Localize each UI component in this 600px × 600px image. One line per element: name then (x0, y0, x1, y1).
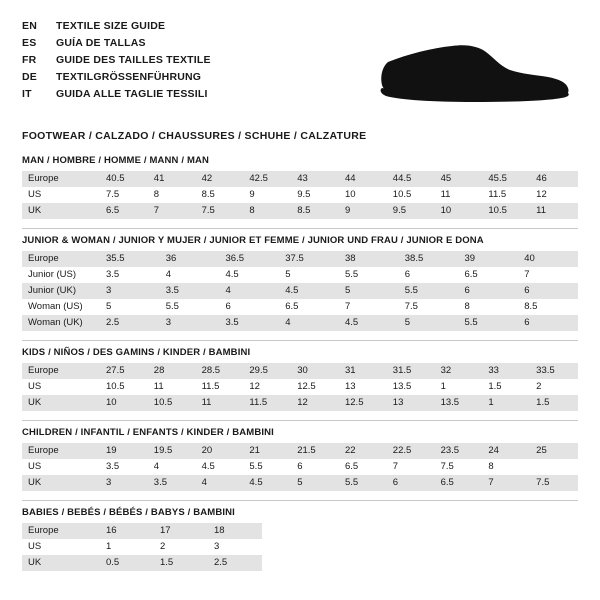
cell: 5 (100, 299, 160, 315)
cell: 7 (339, 299, 399, 315)
section-babies (22, 500, 578, 571)
row-label: Woman (UK) (22, 315, 100, 331)
cell: 3 (100, 283, 160, 299)
cell: 11 (196, 395, 244, 411)
cell: 6 (518, 283, 578, 299)
cell: 13.5 (387, 379, 435, 395)
cell: 10 (100, 395, 148, 411)
cell: 5 (339, 283, 399, 299)
cell: 37.5 (279, 251, 339, 267)
cell: 13.5 (435, 395, 483, 411)
lang-code-es: ES (22, 37, 37, 49)
cell: 7 (148, 203, 196, 219)
cell: 3 (208, 539, 262, 555)
cell: 7 (387, 459, 435, 475)
cell: 38 (339, 251, 399, 267)
cell: 5 (279, 267, 339, 283)
cell: 44 (339, 171, 387, 187)
cell: 3.5 (148, 475, 196, 491)
cell: 42.5 (243, 171, 291, 187)
cell: 11 (435, 187, 483, 203)
row-label: US (22, 459, 100, 475)
cell: 8 (459, 299, 519, 315)
page-subtitle: FOOTWEAR / CALZADO / CHAUSSURES / SCHUHE / CALZATURE (22, 130, 367, 142)
row-label: Europe (22, 363, 100, 379)
lang-text-en: TEXTILE SIZE GUIDE (56, 20, 166, 32)
lang-text-es: GUÍA DE TALLAS (56, 37, 146, 49)
cell: 30 (291, 363, 339, 379)
cell: 4.5 (279, 283, 339, 299)
cell: 22.5 (387, 443, 435, 459)
table-row (22, 523, 262, 539)
table-row (22, 171, 578, 187)
cell: 1 (482, 395, 530, 411)
cell: 11 (530, 203, 578, 219)
table-row (22, 539, 262, 555)
cell: 11 (148, 379, 196, 395)
section-man (22, 155, 578, 219)
cell: 11.5 (243, 395, 291, 411)
cell: 6 (459, 283, 519, 299)
cell: 6.5 (459, 267, 519, 283)
cell: 5.5 (339, 267, 399, 283)
cell: 5.5 (160, 299, 220, 315)
section-title-babies: BABIES / BEBÉS / BÉBÉS / BABYS / BAMBINI (22, 500, 578, 523)
cell: 4.5 (243, 475, 291, 491)
cell: 8 (148, 187, 196, 203)
cell: 5 (399, 315, 459, 331)
cell: 9.5 (291, 187, 339, 203)
cell: 4 (220, 283, 280, 299)
cell: 3 (100, 475, 148, 491)
cell: 45.5 (482, 171, 530, 187)
cell: 1 (435, 379, 483, 395)
cell: 2 (154, 539, 208, 555)
cell: 28 (148, 363, 196, 379)
lang-code-en: EN (22, 20, 37, 32)
lang-text-it: GUIDA ALLE TAGLIE TESSILI (56, 88, 208, 100)
dress-shoe-icon (374, 32, 574, 112)
cell: 20 (196, 443, 244, 459)
size-table-junior-woman (22, 251, 578, 331)
cell: 7 (482, 475, 530, 491)
cell: 10.5 (148, 395, 196, 411)
row-label: Europe (22, 251, 100, 267)
cell: 13 (387, 395, 435, 411)
cell: 11.5 (196, 379, 244, 395)
cell: 21 (243, 443, 291, 459)
section-kids (22, 340, 578, 411)
row-label: Europe (22, 443, 100, 459)
cell: 8 (482, 459, 530, 475)
cell: 4.5 (339, 315, 399, 331)
cell: 6 (518, 315, 578, 331)
row-label: Junior (US) (22, 267, 100, 283)
cell: 44.5 (387, 171, 435, 187)
cell: 12 (291, 395, 339, 411)
cell: 27.5 (100, 363, 148, 379)
cell: 31.5 (387, 363, 435, 379)
cell: 16 (100, 523, 154, 539)
cell: 10.5 (482, 203, 530, 219)
cell: 35.5 (100, 251, 160, 267)
lang-code-it: IT (22, 88, 32, 100)
cell: 12 (243, 379, 291, 395)
cell: 6.5 (279, 299, 339, 315)
cell: 1 (100, 539, 154, 555)
cell: 7 (518, 267, 578, 283)
cell: 17 (154, 523, 208, 539)
cell: 42 (196, 171, 244, 187)
cell: 9 (339, 203, 387, 219)
cell: 22 (339, 443, 387, 459)
cell: 10.5 (387, 187, 435, 203)
table-row (22, 555, 262, 571)
table-row (22, 315, 578, 331)
section-title-children: CHILDREN / INFANTIL / ENFANTS / KINDER / BAMBINI (22, 420, 578, 443)
cell: 43 (291, 171, 339, 187)
cell: 28.5 (196, 363, 244, 379)
table-row (22, 475, 578, 491)
cell: 1.5 (530, 395, 578, 411)
cell: 32 (435, 363, 483, 379)
cell: 10 (435, 203, 483, 219)
cell (530, 459, 578, 475)
cell: 25 (530, 443, 578, 459)
row-label: UK (22, 203, 100, 219)
cell: 4.5 (196, 459, 244, 475)
section-title-junior-woman: JUNIOR & WOMAN / JUNIOR Y MUJER / JUNIOR ET FEMME / JUNIOR UND FRAU / JUNIOR E DONA (22, 228, 578, 251)
cell: 7.5 (399, 299, 459, 315)
cell: 8.5 (291, 203, 339, 219)
cell: 36.5 (220, 251, 280, 267)
cell: 3.5 (160, 283, 220, 299)
cell: 1.5 (154, 555, 208, 571)
language-list (22, 18, 211, 102)
cell: 5 (291, 475, 339, 491)
row-label: UK (22, 395, 100, 411)
row-label: US (22, 539, 100, 555)
cell: 21.5 (291, 443, 339, 459)
row-label: Woman (US) (22, 299, 100, 315)
cell: 19.5 (148, 443, 196, 459)
cell: 18 (208, 523, 262, 539)
table-row (22, 251, 578, 267)
size-table-man (22, 171, 578, 219)
cell: 23.5 (435, 443, 483, 459)
cell: 6 (220, 299, 280, 315)
cell: 7.5 (196, 203, 244, 219)
cell: 6 (387, 475, 435, 491)
lang-text-fr: GUIDE DES TAILLES TEXTILE (56, 54, 211, 66)
section-children (22, 420, 578, 491)
cell: 4.5 (220, 267, 280, 283)
row-label: US (22, 379, 100, 395)
cell: 40 (518, 251, 578, 267)
cell: 45 (435, 171, 483, 187)
document-header (22, 18, 578, 112)
table-row (22, 267, 578, 283)
cell: 36 (160, 251, 220, 267)
row-label: Europe (22, 171, 100, 187)
cell: 19 (100, 443, 148, 459)
cell: 8.5 (196, 187, 244, 203)
row-label: Europe (22, 523, 100, 539)
cell: 12 (530, 187, 578, 203)
cell: 7.5 (530, 475, 578, 491)
cell: 3.5 (100, 459, 148, 475)
cell: 9 (243, 187, 291, 203)
cell: 6.5 (435, 475, 483, 491)
cell: 39 (459, 251, 519, 267)
cell: 8 (243, 203, 291, 219)
cell: 40.5 (100, 171, 148, 187)
table-row (22, 299, 578, 315)
lang-text-de: TEXTILGRÖSSENFÜHRUNG (56, 71, 202, 83)
cell: 4 (279, 315, 339, 331)
cell: 4 (148, 459, 196, 475)
cell: 29.5 (243, 363, 291, 379)
cell: 41 (148, 171, 196, 187)
section-title-kids: KIDS / NIÑOS / DES GAMINS / KINDER / BAMBINI (22, 340, 578, 363)
table-row (22, 443, 578, 459)
cell: 33 (482, 363, 530, 379)
cell: 11.5 (482, 187, 530, 203)
row-label: Junior (UK) (22, 283, 100, 299)
cell: 6.5 (339, 459, 387, 475)
cell: 5.5 (459, 315, 519, 331)
row-label: US (22, 187, 100, 203)
cell: 4 (160, 267, 220, 283)
cell: 5.5 (243, 459, 291, 475)
cell: 24 (482, 443, 530, 459)
size-table-children (22, 443, 578, 491)
size-table-kids (22, 363, 578, 411)
cell: 4 (196, 475, 244, 491)
table-row (22, 459, 578, 475)
cell: 33.5 (530, 363, 578, 379)
table-row (22, 283, 578, 299)
cell: 6 (291, 459, 339, 475)
cell: 6 (399, 267, 459, 283)
cell: 12.5 (291, 379, 339, 395)
cell: 8.5 (518, 299, 578, 315)
cell: 13 (339, 379, 387, 395)
cell: 2.5 (208, 555, 262, 571)
cell: 5.5 (339, 475, 387, 491)
cell: 12.5 (339, 395, 387, 411)
cell: 46 (530, 171, 578, 187)
section-title-man: MAN / HOMBRE / HOMME / MANN / MAN (22, 155, 210, 166)
table-row (22, 363, 578, 379)
cell: 38.5 (399, 251, 459, 267)
cell: 10.5 (100, 379, 148, 395)
cell: 31 (339, 363, 387, 379)
cell: 0.5 (100, 555, 154, 571)
cell: 7.5 (435, 459, 483, 475)
lang-code-de: DE (22, 71, 37, 83)
cell: 7.5 (100, 187, 148, 203)
section-junior-woman (22, 228, 578, 331)
lang-code-fr: FR (22, 54, 37, 66)
row-label: UK (22, 475, 100, 491)
cell: 2 (530, 379, 578, 395)
table-row (22, 203, 578, 219)
cell: 2.5 (100, 315, 160, 331)
cell: 1.5 (482, 379, 530, 395)
size-table-babies (22, 523, 262, 571)
row-label: UK (22, 555, 100, 571)
cell: 9.5 (387, 203, 435, 219)
cell: 5.5 (399, 283, 459, 299)
cell: 3 (160, 315, 220, 331)
cell: 10 (339, 187, 387, 203)
cell: 3.5 (220, 315, 280, 331)
table-row (22, 187, 578, 203)
table-row (22, 395, 578, 411)
cell: 6.5 (100, 203, 148, 219)
table-row (22, 379, 578, 395)
cell: 3.5 (100, 267, 160, 283)
